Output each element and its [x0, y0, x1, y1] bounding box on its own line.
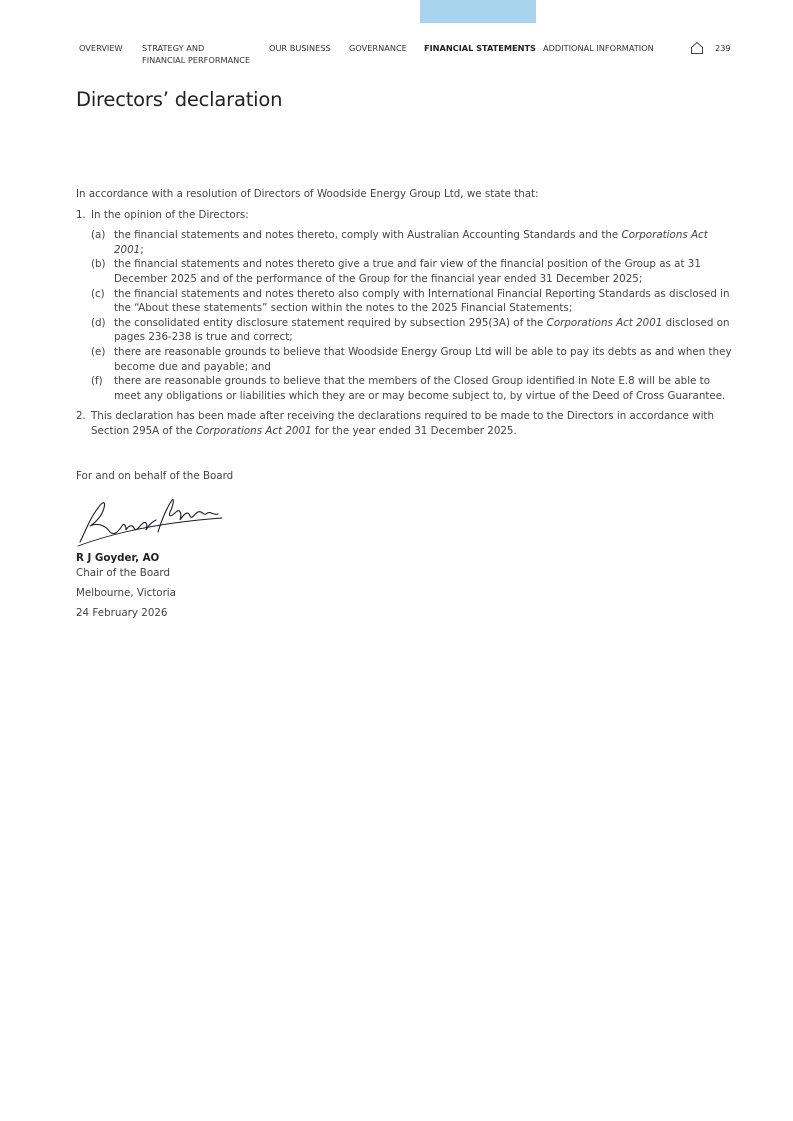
- declaration-intro: In accordance with a resolution of Directors of Woodside Energy Group Ltd, we state that:: [76, 188, 539, 200]
- handwritten-signature: [76, 492, 226, 552]
- section-tab-marker: [420, 0, 536, 23]
- item-number: 2.: [76, 410, 86, 423]
- on-behalf-text: For and on behalf of the Board: [76, 470, 234, 482]
- nav-our-business[interactable]: OUR BUSINESS: [269, 43, 331, 53]
- sub-item-text: the financial statements and notes thereto give a true and fair view of the financial position of the Group as at 31 December 2025 and of the performance of the Group for the financial year ended 31 December 2025;: [114, 258, 701, 285]
- nav-strategy-line2: FINANCIAL PERFORMANCE: [142, 54, 251, 65]
- sub-item-a: [91, 228, 736, 257]
- nav-financial-statements[interactable]: FINANCIAL STATEMENTS: [424, 43, 536, 53]
- nav-additional-information[interactable]: ADDITIONAL INFORMATION: [543, 43, 654, 53]
- page-number: 239: [715, 43, 731, 53]
- nav-governance[interactable]: GOVERNANCE: [349, 43, 407, 53]
- sub-item-label: (f): [91, 375, 103, 388]
- sub-item-e: [91, 345, 736, 374]
- declaration-item-2: [76, 409, 736, 438]
- nav-overview[interactable]: OVERVIEW: [79, 43, 123, 53]
- sub-item-text: the financial statements and notes thereto also comply with International Financial Reporting Standards as disclosed in the “About these statements” section within the notes to the 2025 Financial Statements;: [114, 287, 730, 315]
- sub-item-b: [91, 257, 736, 286]
- sub-item-f: [91, 374, 736, 403]
- page-title: Directors’ declaration: [76, 88, 283, 111]
- item-text: In the opinion of the Directors:: [91, 208, 249, 221]
- sub-item-text: the financial statements and notes thereto, comply with Australian Accounting Standards and the Corporations Act 2001;: [114, 229, 708, 256]
- sub-item-text: the consolidated entity disclosure statement required by subsection 295(3A) of the Corporations Act 2001 disclosed on pages 236-238 is true and correct;: [114, 316, 730, 344]
- signature-date: 24 February 2026: [76, 607, 168, 619]
- opinion-sublist: [76, 228, 736, 403]
- sub-item-c: [91, 287, 736, 316]
- signer-location: Melbourne, Victoria: [76, 587, 176, 599]
- sub-item-label: (d): [91, 316, 106, 329]
- signature-block: [76, 470, 234, 619]
- signer-role: Chair of the Board: [76, 567, 171, 579]
- sub-item-label: (b): [91, 258, 106, 271]
- sub-item-label: (e): [91, 345, 106, 358]
- home-icon[interactable]: [690, 41, 704, 55]
- sub-item-d: [91, 316, 736, 345]
- nav-strategy-financial-performance[interactable]: [142, 43, 250, 66]
- item-text: This declaration has been made after receiving the declarations required to be made to the Directors in accordance with Section 295A of the Corporations Act 2001 for the year ended 31 December 2025.: [91, 410, 714, 437]
- declaration-item-1: [76, 208, 736, 223]
- nav-strategy-line1: STRATEGY AND: [142, 43, 205, 53]
- declaration-body: [76, 187, 736, 439]
- sub-item-text: there are reasonable grounds to believe that Woodside Energy Group Ltd will be able to pay its debts as and when they become due and payable; and: [114, 345, 732, 373]
- item-number: 1.: [76, 208, 86, 221]
- signer-name: R J Goyder, AO: [76, 552, 160, 564]
- sub-item-label: (a): [91, 229, 106, 242]
- sub-item-label: (c): [91, 287, 105, 300]
- sub-item-text: there are reasonable grounds to believe that the members of the Closed Group identified in Note E.8 will be able to meet any obligations or liabilities which they are or may become subject to, by virtue of the Deed of Cross Guarantee.: [114, 375, 726, 402]
